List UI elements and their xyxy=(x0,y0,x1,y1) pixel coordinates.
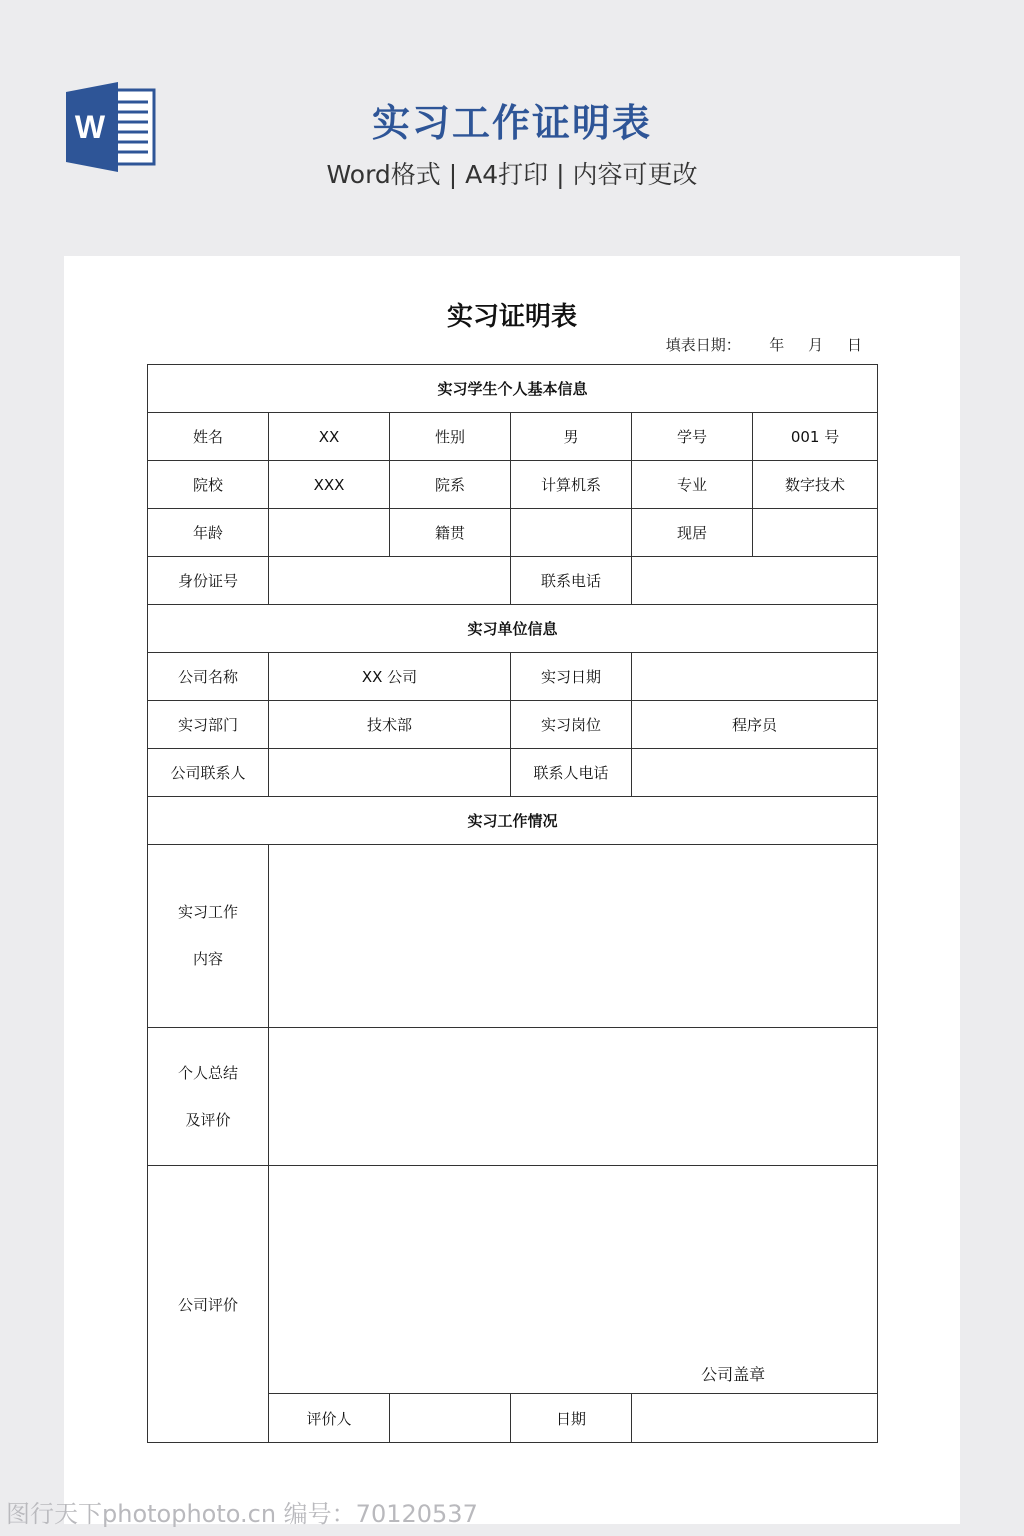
banner-subtitle: Word格式 | A4打印 | 内容可更改 xyxy=(326,160,698,189)
intern-position-value[interactable]: 程序员 xyxy=(632,701,878,749)
gender-label: 性别 xyxy=(390,413,511,461)
evaluator-label: 评价人 xyxy=(269,1394,390,1443)
evaluation-date-label: 日期 xyxy=(511,1394,632,1443)
company-name-value[interactable]: XX 公司 xyxy=(269,653,511,701)
work-content-field[interactable] xyxy=(269,845,878,1028)
work-content-label-line1: 实习工作 xyxy=(177,903,238,921)
contact-phone-value[interactable] xyxy=(632,749,878,797)
department-label: 院系 xyxy=(390,461,511,509)
residence-value[interactable] xyxy=(753,509,878,557)
internship-date-label: 实习日期 xyxy=(511,653,632,701)
intern-position-label: 实习岗位 xyxy=(511,701,632,749)
company-evaluation-label: 公司评价 xyxy=(148,1166,269,1443)
gender-value[interactable]: 男 xyxy=(511,413,632,461)
company-evaluation-field[interactable] xyxy=(269,1166,878,1394)
internship-date-value[interactable] xyxy=(632,653,878,701)
student-id-label: 学号 xyxy=(632,413,753,461)
company-stamp-label: 公司盖章 xyxy=(701,1365,766,1384)
summary-label xyxy=(148,1028,269,1166)
word-logo-letter: W xyxy=(74,109,106,145)
major-value[interactable]: 数字技术 xyxy=(753,461,878,509)
summary-label-line2: 及评价 xyxy=(185,1110,231,1129)
contact-phone-label: 联系人电话 xyxy=(511,749,632,797)
name-value[interactable]: XX xyxy=(269,413,390,461)
origin-value[interactable] xyxy=(511,509,632,557)
document-title: 实习证明表 xyxy=(446,302,577,332)
summary-field[interactable] xyxy=(269,1028,878,1166)
major-label: 专业 xyxy=(632,461,753,509)
id-card-value[interactable] xyxy=(269,557,511,605)
watermark-text: 图行天下photophoto.cn 编号：70120537 xyxy=(6,1500,478,1528)
id-card-label: 身份证号 xyxy=(148,557,269,605)
department-value[interactable]: 计算机系 xyxy=(511,461,632,509)
name-label: 姓名 xyxy=(148,413,269,461)
residence-label: 现居 xyxy=(632,509,753,557)
intern-department-value[interactable]: 技术部 xyxy=(269,701,511,749)
section-work-info: 实习工作情况 xyxy=(148,797,878,845)
student-id-value[interactable]: 001 号 xyxy=(753,413,878,461)
company-contact-value[interactable] xyxy=(269,749,511,797)
internship-form-table xyxy=(147,364,878,1443)
origin-label: 籍贯 xyxy=(390,509,511,557)
school-label: 院校 xyxy=(148,461,269,509)
work-content-label-line2: 内容 xyxy=(192,950,223,968)
summary-label-line1: 个人总结 xyxy=(177,1063,238,1082)
evaluator-value[interactable] xyxy=(390,1394,511,1443)
school-value[interactable]: XXX xyxy=(269,461,390,509)
section-student-info: 实习学生个人基本信息 xyxy=(148,365,878,413)
section-unit-info: 实习单位信息 xyxy=(148,605,878,653)
company-contact-label: 公司联系人 xyxy=(148,749,269,797)
phone-label: 联系电话 xyxy=(511,557,632,605)
banner-title: 实习工作证明表 xyxy=(371,101,652,145)
phone-value[interactable] xyxy=(632,557,878,605)
age-label: 年龄 xyxy=(148,509,269,557)
company-name-label: 公司名称 xyxy=(148,653,269,701)
work-content-label xyxy=(148,845,269,1028)
evaluation-date-value[interactable] xyxy=(632,1394,878,1443)
intern-department-label: 实习部门 xyxy=(148,701,269,749)
document-page xyxy=(64,256,960,1524)
fill-date-line: 填表日期： 年 月 日 xyxy=(665,336,862,354)
age-value[interactable] xyxy=(269,509,390,557)
